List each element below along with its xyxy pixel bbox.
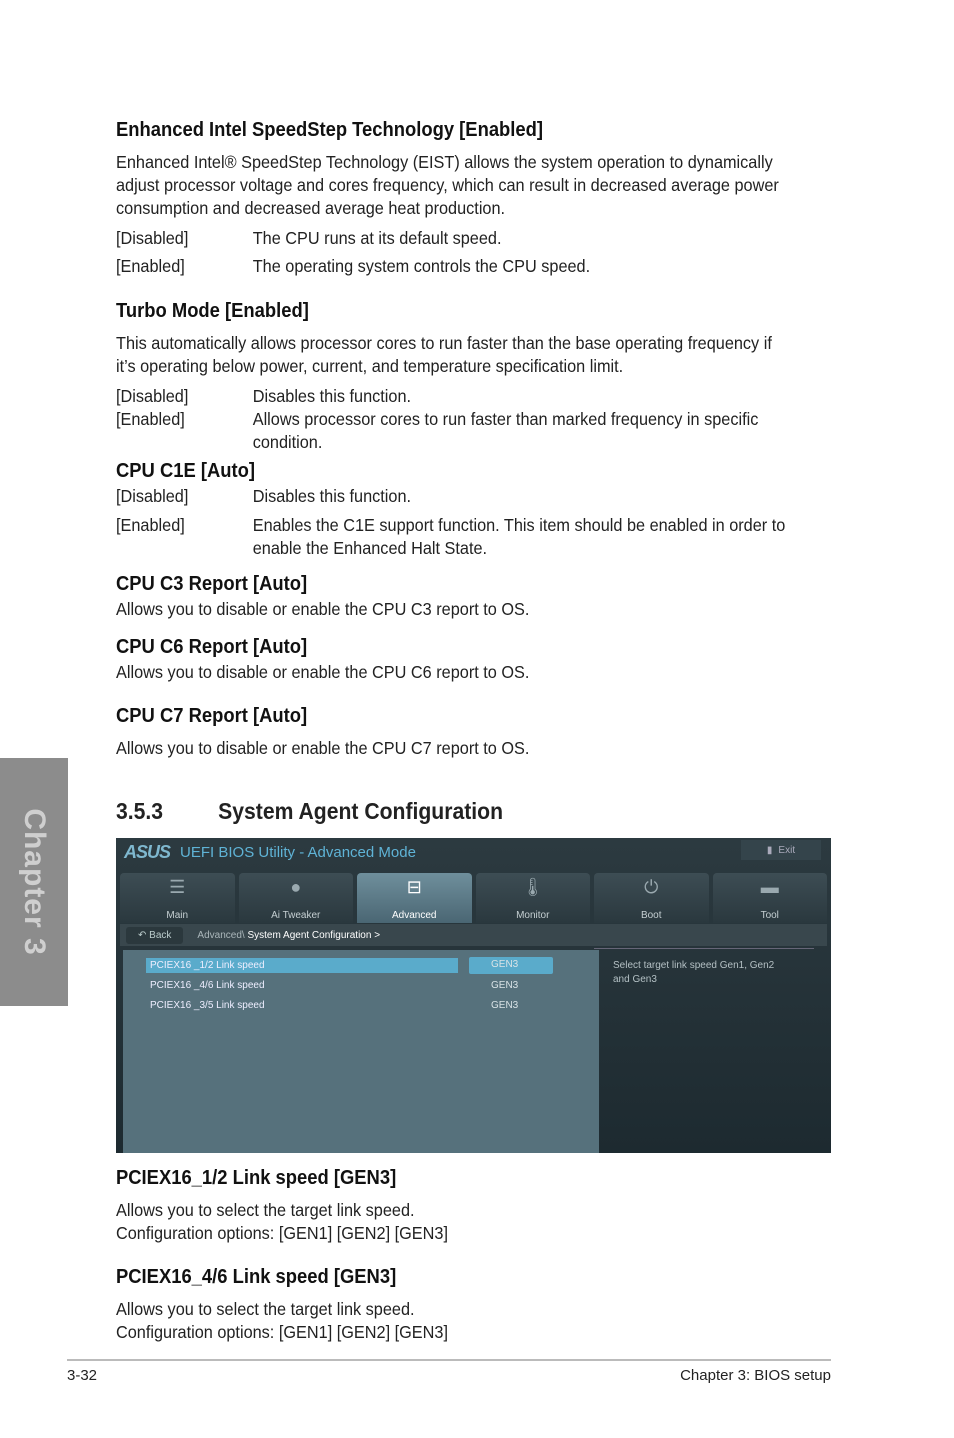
option-key: [Enabled] <box>116 256 185 276</box>
page-number: 3-32 <box>67 1367 98 1384</box>
setting-row[interactable]: PCIEX16 _3/5 Link speed <box>150 1000 265 1011</box>
heading-c7: CPU C7 Report [Auto] <box>116 705 308 727</box>
exit-icon: ▮ <box>766 844 773 856</box>
bios-tabs <box>120 873 827 923</box>
tab-label: Advanced <box>392 910 437 921</box>
option-key: [Enabled] <box>116 409 185 429</box>
desc-line: This automatically allows processor cores to run faster than the base operating frequency if <box>116 333 772 353</box>
desc-line: Configuration options: [GEN1] [GEN2] [GEN3] <box>116 1223 448 1243</box>
tab-label: Main <box>166 910 189 921</box>
toolbox-icon: ▬ <box>760 877 779 897</box>
help-divider <box>594 948 814 949</box>
desc-line: Allows you to select the target link speed. <box>116 1200 415 1220</box>
desc-line: Allows you to select the target link speed. <box>116 1299 415 1319</box>
option-key: [Disabled] <box>116 486 189 506</box>
option-desc: Disables this function. <box>252 386 412 406</box>
tab-label: Ai Tweaker <box>271 910 321 921</box>
heading-c6: CPU C6 Report [Auto] <box>116 636 308 658</box>
heading-turbo: Turbo Mode [Enabled] <box>116 300 309 322</box>
option-row <box>116 408 820 454</box>
heading-pciex16-46: PCIEX16_4/6 Link speed [GEN3] <box>116 1266 397 1288</box>
option-row <box>116 514 820 560</box>
desc-line: it’s operating below power, current, and temperature specification limit. <box>116 356 624 376</box>
option-row <box>116 485 820 508</box>
speedstep-desc <box>116 151 786 220</box>
exit-button[interactable] <box>741 840 821 860</box>
heading-c3: CPU C3 Report [Auto] <box>116 573 308 595</box>
pciex16-46-desc <box>116 1298 786 1344</box>
tab-label: Boot <box>640 910 662 921</box>
option-row <box>116 255 820 278</box>
subsection-number: 3.5.3 <box>116 798 164 824</box>
asus-logo: ASUS <box>124 842 171 862</box>
tab-monitor[interactable] <box>476 873 591 923</box>
tweaker-icon: ● <box>290 877 302 897</box>
heading-pciex16-12: PCIEX16_1/2 Link speed [GEN3] <box>116 1167 397 1189</box>
breadcrumb-path <box>197 930 380 941</box>
option-key: [Enabled] <box>116 515 185 535</box>
option-desc: Disables this function. <box>252 486 412 506</box>
footer-divider <box>67 1359 831 1361</box>
c3-desc: Allows you to disable or enable the CPU C3 report to OS. <box>116 599 530 619</box>
back-arrow-icon: ↶ <box>138 929 150 941</box>
setting-row[interactable]: PCIEX16 _1/2 Link speed <box>146 958 458 973</box>
advanced-icon: ⊟ <box>406 877 422 897</box>
bios-title-bar <box>124 842 416 863</box>
help-text: Select target link speed Gen1, Gen2 and Gen3 <box>613 960 775 985</box>
chapter-tab <box>0 758 68 1006</box>
settings-panel <box>123 950 599 1153</box>
setting-value[interactable]: GEN3 <box>491 980 519 991</box>
back-label: Back <box>149 929 172 941</box>
heading-speedstep: Enhanced Intel SpeedStep Technology [Enabled] <box>116 119 544 141</box>
turbo-desc <box>116 332 786 378</box>
option-row <box>116 227 820 250</box>
breadcrumb-parent: Advanced\ <box>197 929 245 941</box>
option-desc: Allows processor cores to run faster than marked frequency in specific condition. <box>252 409 759 452</box>
tab-label: Monitor <box>516 910 550 921</box>
tab-advanced[interactable] <box>357 873 472 923</box>
c7-desc: Allows you to disable or enable the CPU C7 report to OS. <box>116 738 530 758</box>
thermometer-icon: 🌡 <box>521 877 545 897</box>
desc-line: adjust processor voltage and cores frequency, which can result in decreased average power <box>116 175 779 195</box>
tab-tool[interactable] <box>713 873 828 923</box>
breadcrumb-current: System Agent Configuration > <box>247 929 381 941</box>
exit-label: Exit <box>778 844 796 856</box>
c6-desc: Allows you to disable or enable the CPU C6 report to OS. <box>116 662 530 682</box>
setting-value[interactable]: GEN3 <box>491 1000 519 1011</box>
list-icon: ☰ <box>169 877 186 897</box>
option-key: [Disabled] <box>116 228 189 248</box>
footer-chapter: Chapter 3: BIOS setup <box>680 1367 831 1384</box>
pciex16-12-desc <box>116 1199 786 1245</box>
power-icon: ⏻ <box>644 877 659 897</box>
subsection-heading <box>116 798 503 825</box>
chapter-tab-label: Chapter 3 <box>18 808 51 956</box>
back-button[interactable] <box>126 927 183 944</box>
heading-c1e: CPU C1E [Auto] <box>116 460 256 482</box>
desc-line: consumption and decreased average heat production. <box>116 198 506 218</box>
breadcrumb <box>120 924 827 946</box>
subsection-title: System Agent Configuration <box>218 798 504 824</box>
bios-title: UEFI BIOS Utility - Advanced Mode <box>180 844 416 861</box>
desc-line: Enhanced Intel® SpeedStep Technology (EIST) allows the system operation to dynamically <box>116 152 773 172</box>
tab-main[interactable] <box>120 873 235 923</box>
option-desc: The operating system controls the CPU speed. <box>252 256 591 276</box>
tab-ai-tweaker[interactable] <box>239 873 354 923</box>
setting-value[interactable]: GEN3 <box>469 957 553 974</box>
tab-label: Tool <box>760 910 779 921</box>
setting-row[interactable]: PCIEX16 _4/6 Link speed <box>150 980 265 991</box>
option-key: [Disabled] <box>116 386 189 406</box>
bios-screenshot <box>116 838 831 1153</box>
tab-boot[interactable] <box>594 873 709 923</box>
option-row <box>116 385 820 408</box>
desc-line: Configuration options: [GEN1] [GEN2] [GEN3] <box>116 1322 448 1342</box>
option-desc: The CPU runs at its default speed. <box>252 228 502 248</box>
option-desc: Enables the C1E support function. This item should be enabled in order to enable the Enhanced Halt State. <box>252 515 786 558</box>
